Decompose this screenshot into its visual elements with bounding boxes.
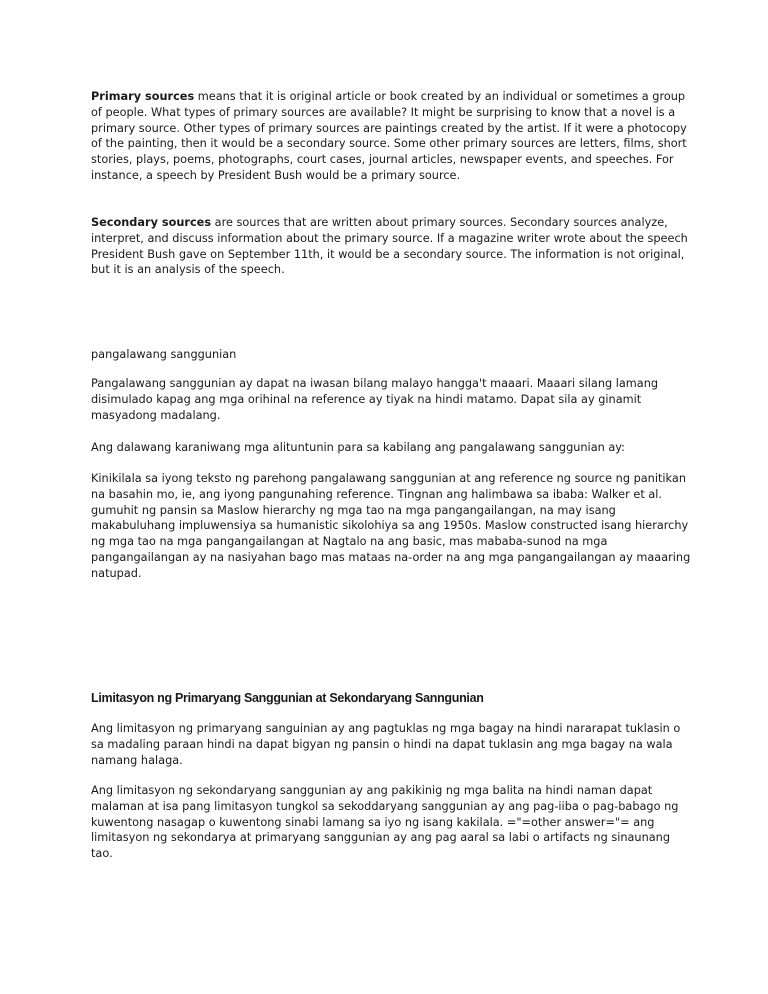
limitasyon-heading: Limitasyon ng Primaryang Sanggunian at Sekondaryang Sanngunian bbox=[91, 691, 484, 705]
pangalawang-title: pangalawang sanggunian bbox=[91, 348, 237, 361]
limitasyon-paragraph-2: Ang limitasyon ng sekondaryang sanggunian ay ang pakikinig ng mga balita na hindi naman dapat malaman at isa pang limitasyon tungkol sa sekoddaryang sanggunian ay ang pag-iiba o pag-babago ng kuwentong nasagap o kuwentong sinabi lamang sa iyo ng isang kakilala. ="=other answer="= ang limitasyon ng sekondarya at primaryang sanggunian ay ang pag aaral sa labi o artifacts ng sinaunang tao. bbox=[91, 784, 679, 861]
secondary-sources-term: Secondary sources bbox=[91, 216, 212, 229]
primary-sources-term: Primary sources bbox=[91, 90, 195, 103]
limitasyon-paragraph-1: Ang limitasyon ng primaryang sanguinian ay ang pagtuklas ng mga bagay na hindi nararapat tuklasin o sa madaling paraan hindi na dapat bigyan ng pansin o hindi na dapat tuklasin ang mga bagay na wala namang halaga. bbox=[91, 722, 681, 767]
primary-sources-text: means that it is original article or book created by an individual or sometimes a group of people. What types of primary sources are available? It might be surprising to know that a novel is a primary source. Other types of primary sources are paintings created by the artist. If it were a photocopy of the painting, then it would be a secondary source. Some other primary sources are letters, films, short stories, plays, poems, photographs, court cases, journal articles, newspaper events, and speeches. For instance, a speech by President Bush would be a primary source. bbox=[91, 90, 687, 182]
pangalawang-paragraph-3: Kinikilala sa iyong teksto ng parehong pangalawang sanggunian at ang reference ng source ng panitikan na basahin mo, ie, ang iyong pangunahing reference. Tingnan ang halimbawa sa ibaba: Walker et al. gumuhit ng pansin sa Maslow hierarchy ng mga tao na mga pangangailangan, na may isang makabuluhang impluwensiya sa humanistic sikolohiya sa ang 1950s. Maslow constructed isang hierarchy ng mga tao na mga pangangailangan at Nagtalo na ang basic, mas mababa-sunod na mga pangangailangan ay na nasiyahan bago mas mataas na-order na ang mga pangangailangan ay maaaring natupad. bbox=[91, 472, 691, 580]
pangalawang-paragraph-1: Pangalawang sanggunian ay dapat na iwasan bilang malayo hangga't maaari. Maaari silang lamang disimulado kapag ang mga orihinal na reference ay tiyak na hindi matamo. Dapat sila ay ginamit masyadong madalang. bbox=[91, 377, 659, 422]
pangalawang-paragraph-2: Ang dalawang karaniwang mga alituntunin para sa kabilang ang pangalawang sanggunian ay: bbox=[91, 441, 625, 454]
secondary-sources-text: are sources that are written about primary sources. Secondary sources analyze, interpret, and discuss information about the primary source. If a magazine writer wrote about the speech President Bush gave on September 11th, it would be a secondary source. The information is not original, but it is an analysis of the speech. bbox=[91, 216, 688, 277]
secondary-sources-paragraph bbox=[91, 215, 691, 278]
primary-sources-paragraph bbox=[91, 89, 691, 184]
